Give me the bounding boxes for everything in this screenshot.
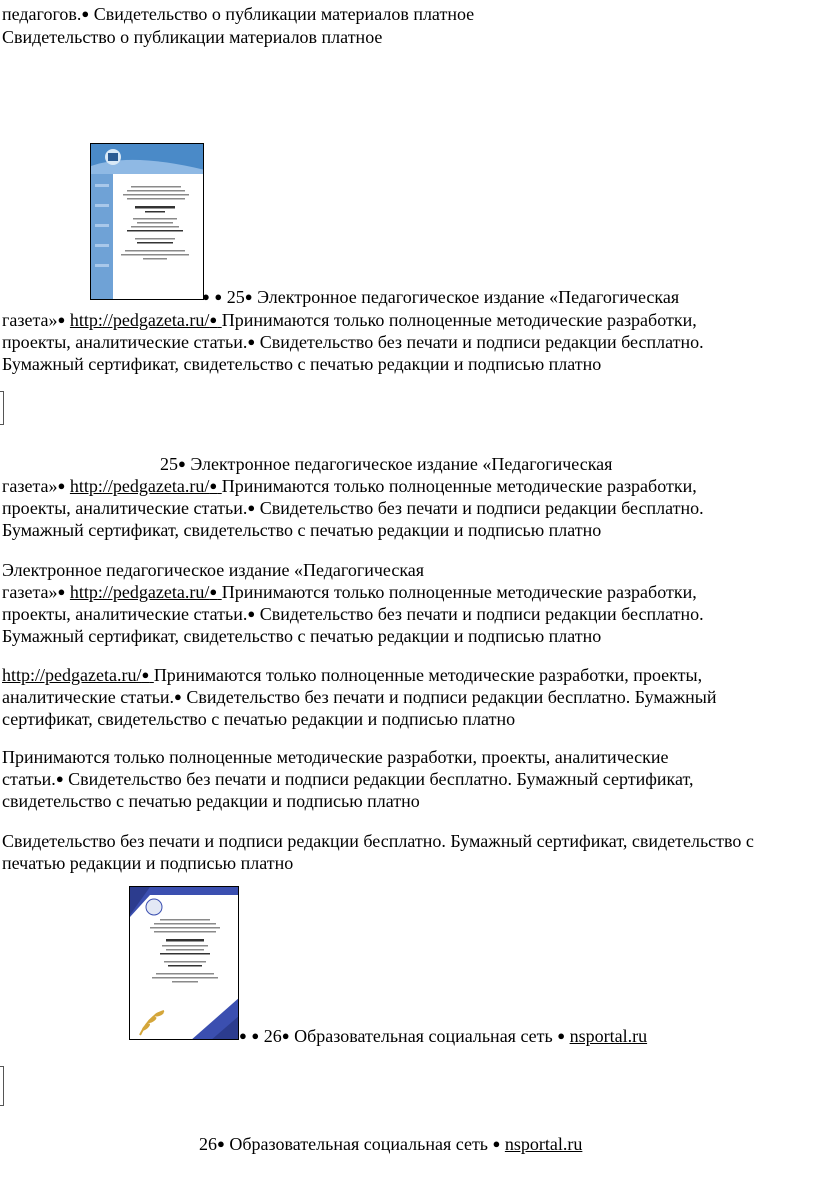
bullet-icon: ● [55,771,64,786]
bullet-icon: ● [178,456,186,471]
bullet-icon: ● [244,289,253,304]
block2-line-1: 25● Электронное педагогическое издание «Педагогическая [160,454,613,474]
bullet-icon: ● [492,1136,501,1151]
bullet-icon: ● [57,478,66,493]
block2-line-2: газета»● http://pedgazeta.ru/● Принимаются только полноценные методические разработки, [2,476,697,496]
pedgazeta-link[interactable]: http://pedgazeta.ru/● [69,476,218,496]
block8-line-1: 26● Образовательная социальная сеть ● nsportal.ru [199,1134,583,1154]
block3-line-1: Электронное педагогическое издание «Педагогическая [2,560,425,580]
block4-line-2: аналитические статьи.● Свидетельство без печати и подписи редакции бесплатно. Бумажный [2,687,717,707]
block4-line-3: сертификат, свидетельство с печатью редакции и подписью платно [2,709,516,729]
bullet-icon: ● [202,289,210,304]
block1-line-4: Бумажный сертификат, свидетельство с печатью редакции и подписью платно [2,354,602,374]
bullet-icon: ● [209,312,218,327]
bullet-icon: ● [239,1028,247,1043]
bullet-icon: ● [217,1136,225,1151]
block5-line-2: статьи.● Свидетельство без печати и подписи редакции бесплатно. Бумажный сертификат, [2,769,694,789]
block7-line-1: ● ● 26● Образовательная социальная сеть ● nsportal.ru [239,1026,648,1046]
block3-line-2: газета»● http://pedgazeta.ru/● Принимаются только полноценные методические разработки, [2,582,697,602]
block2-line-4: Бумажный сертификат, свидетельство с печатью редакции и подписью платно [2,520,602,540]
bullet-icon: ● [81,6,90,21]
nsportal-link[interactable]: nsportal.ru [504,1134,583,1154]
block6-line-1: Свидетельство без печати и подписи редакции бесплатно. Бумажный сертификат, свидетельство с [2,831,754,851]
pedgazeta-link[interactable]: http://pedgazeta.ru/● [2,665,150,685]
bullet-icon: ● [281,1028,290,1043]
block3-line-3: проекты, аналитические статьи.● Свидетельство без печати и подписи редакции бесплатно. [2,604,704,624]
pedgazeta-link[interactable]: http://pedgazeta.ru/● [69,582,218,602]
frame-marker [0,391,4,425]
bullet-icon: ● [557,1028,566,1043]
certificate-image [91,144,204,300]
bullet-icon: ● [141,667,150,682]
header-line-1: педагогов.● Свидетельство о публикации материалов платное [2,4,475,24]
header-line-2: Свидетельство о публикации материалов платное [2,27,383,47]
block6-line-2: печатью редакции и подписью платно [2,853,294,873]
block2-line-3: проекты, аналитические статьи.● Свидетельство без печати и подписи редакции бесплатно. [2,498,704,518]
block5-line-1: Принимаются только полноценные методические разработки, проекты, аналитические [2,747,669,767]
bullet-icon: ● [251,1028,260,1043]
bullet-icon: ● [247,500,256,515]
bullet-icon: ● [57,312,66,327]
block3-line-4: Бумажный сертификат, свидетельство с печатью редакции и подписью платно [2,626,602,646]
block4-line-1: http://pedgazeta.ru/● Принимаются только полноценные методические разработки, проекты, [2,665,703,685]
bullet-icon: ● [247,606,256,621]
bullet-icon: ● [247,334,256,349]
bullet-icon: ● [57,584,66,599]
bullet-icon: ● [209,478,218,493]
certificate-thumbnail-nsportal [129,886,239,1040]
bullet-icon: ● [214,289,223,304]
certificate-image [130,887,239,1040]
certificate-thumbnail-pedgazeta [90,143,204,300]
block1-line-3: проекты, аналитические статьи.● Свидетельство без печати и подписи редакции бесплатно. [2,332,704,352]
nsportal-link[interactable]: nsportal.ru [569,1026,648,1046]
block1-line-1: ● ● 25● Электронное педагогическое издание «Педагогическая [202,287,680,307]
pedgazeta-link[interactable]: http://pedgazeta.ru/● [69,310,218,330]
block1-line-2: газета»● http://pedgazeta.ru/● Принимаются только полноценные методические разработки, [2,310,697,330]
bullet-icon: ● [209,584,218,599]
block5-line-3: свидетельство с печатью редакции и подписью платно [2,791,420,811]
bullet-icon: ● [174,689,182,704]
frame-marker [0,1066,4,1106]
